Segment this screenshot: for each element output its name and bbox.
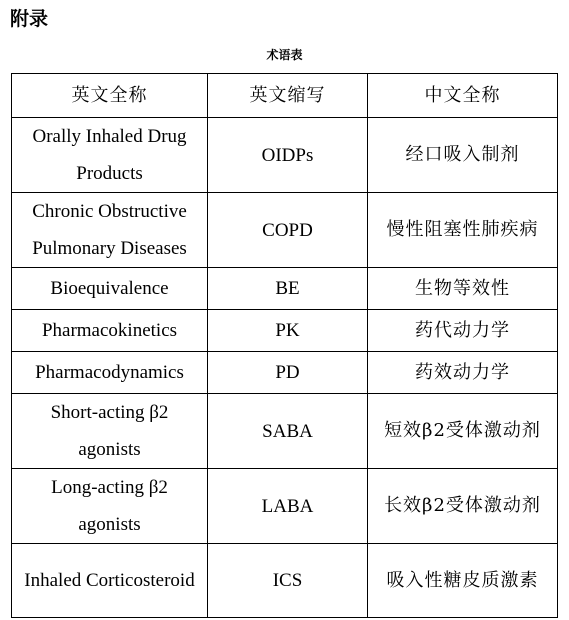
table-row — [12, 394, 558, 469]
english-name-cell: Short-acting β2 agonists — [12, 394, 208, 469]
table-row — [12, 469, 558, 544]
english-name-cell: Chronic Obstructive Pulmonary Diseases — [12, 193, 208, 268]
chinese-name-cell: 短效β2受体激动剂 — [368, 394, 558, 469]
table-row — [12, 268, 558, 310]
table-caption: 术语表 — [266, 48, 303, 62]
chinese-name-cell: 吸入性糖皮质激素 — [368, 544, 558, 618]
abbreviation-cell: ICS — [208, 544, 368, 618]
chinese-name-cell: 药代动力学 — [368, 310, 558, 352]
table-row — [12, 352, 558, 394]
column-header-chinese-name: 中文全称 — [368, 74, 558, 118]
english-name-cell: Bioequivalence — [12, 268, 208, 310]
abbreviation-cell: PD — [208, 352, 368, 394]
table-row — [12, 118, 558, 193]
english-name-cell: Orally Inhaled Drug Products — [12, 118, 208, 193]
abbreviation-cell: PK — [208, 310, 368, 352]
glossary-table — [11, 73, 558, 618]
chinese-name-cell: 慢性阻塞性肺疾病 — [368, 193, 558, 268]
table-row — [12, 193, 558, 268]
table-row — [12, 544, 558, 618]
english-name-cell: Pharmacokinetics — [12, 310, 208, 352]
section-title: 附录 — [10, 8, 49, 30]
chinese-name-cell: 长效β2受体激动剂 — [368, 469, 558, 544]
abbreviation-cell: OIDPs — [208, 118, 368, 193]
chinese-name-cell: 药效动力学 — [368, 352, 558, 394]
column-header-english-name: 英文全称 — [12, 74, 208, 118]
abbreviation-cell: LABA — [208, 469, 368, 544]
abbreviation-cell: COPD — [208, 193, 368, 268]
column-header-abbreviation: 英文缩写 — [208, 74, 368, 118]
english-name-cell: Long-acting β2 agonists — [12, 469, 208, 544]
english-name-cell: Pharmacodynamics — [12, 352, 208, 394]
chinese-name-cell: 经口吸入制剂 — [368, 118, 558, 193]
table-row — [12, 310, 558, 352]
abbreviation-cell: BE — [208, 268, 368, 310]
table-header-row — [12, 74, 558, 118]
abbreviation-cell: SABA — [208, 394, 368, 469]
chinese-name-cell: 生物等效性 — [368, 268, 558, 310]
english-name-cell: Inhaled Corticosteroid — [12, 544, 208, 618]
